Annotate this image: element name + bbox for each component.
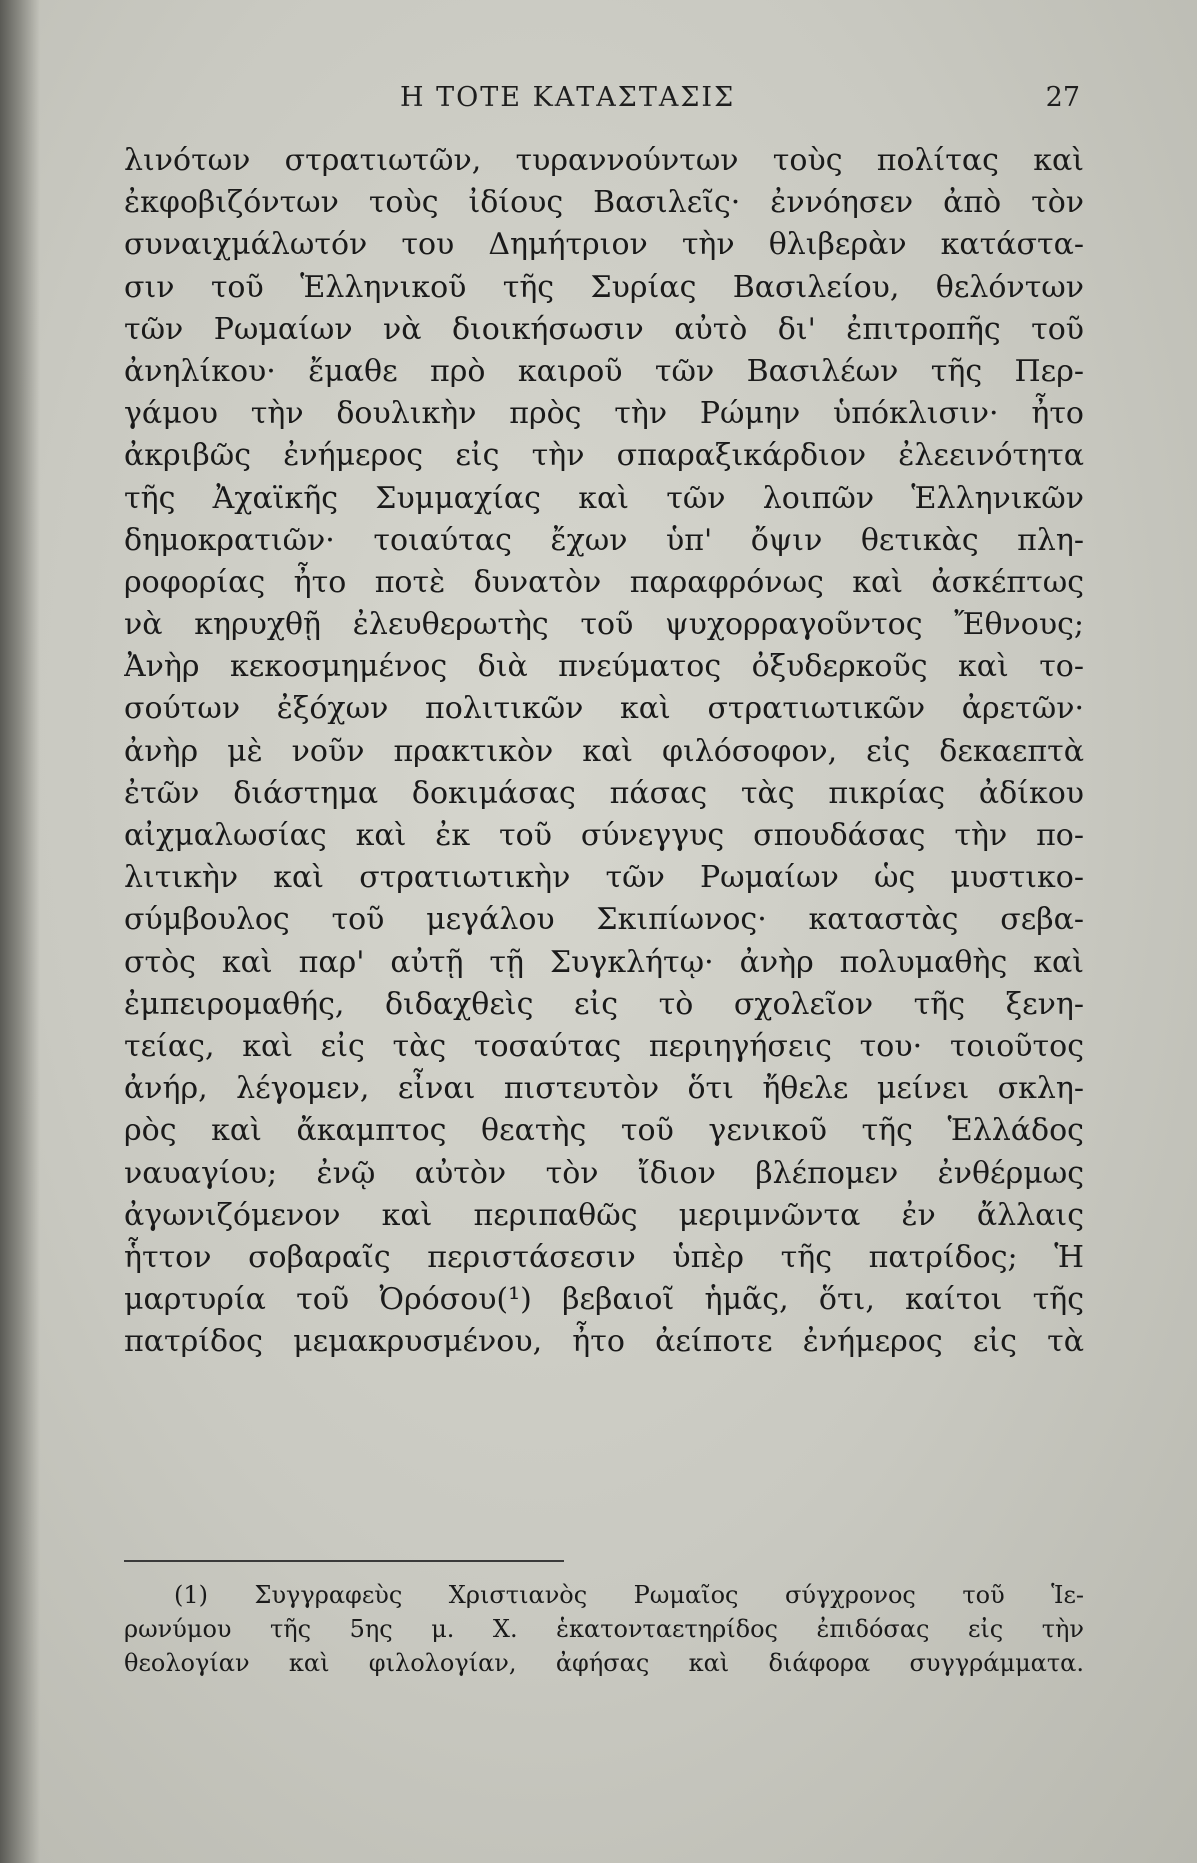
text-line: τῆς Ἀχαϊκῆς Συμμαχίας καὶ τῶν λοιπῶν Ἑλληνικῶν xyxy=(124,480,1084,516)
footnote-line: θεολογίαν καὶ φιλολογίαν, ἀφήσας καὶ διάφορα συγγράμματα. xyxy=(124,1649,1084,1677)
text-line: Ἀνὴρ κεκοσμημένος διὰ πνεύματος ὀξυδερκοῦς καὶ το- xyxy=(124,649,1084,685)
text-line: δημοκρατιῶν· τοιαύτας ἔχων ὑπ' ὄψιν θετικὰς πλη- xyxy=(124,522,1084,558)
text-line: πατρίδος μεμακρυσμένου, ἦτο ἀείποτε ἐνήμερος εἰς τὰ xyxy=(124,1324,1084,1360)
text-line: αἰχμαλωσίας καὶ ἐκ τοῦ σύνεγγυς σπουδάσας τὴν πο- xyxy=(124,818,1084,853)
text-line: ἐτῶν διάστημα δοκιμάσας πάσας τὰς πικρίας ἀδίκου xyxy=(124,775,1084,811)
text-line: ἀνηλίκου· ἔμαθε πρὸ καιροῦ τῶν Βασιλέων τῆς Περ- xyxy=(124,353,1084,389)
text-line: λινότων στρατιωτῶν, τυραννούντων τοὺς πολίτας καὶ xyxy=(124,143,1084,178)
running-head: Η ΤΟΤΕ ΚΑΤΑΣΤΑΣΙΣ xyxy=(400,82,736,113)
text-line: γάμου τὴν δουλικὴν πρὸς τὴν Ρώμην ὑπόκλισιν· ἦτο xyxy=(124,396,1084,432)
text-line: ρὸς καὶ ἄκαμπτος θεατὴς τοῦ γενικοῦ τῆς Ἑλλάδος xyxy=(124,1113,1084,1149)
text-line: σύμβουλος τοῦ μεγάλου Σκιπίωνος· καταστὰς σεβα- xyxy=(124,902,1084,938)
text-line: στὸς καὶ παρ' αὐτῇ τῇ Συγκλήτῳ· ἀνὴρ πολυμαθὴς καὶ xyxy=(124,944,1084,980)
text-line: ναυαγίου; ἐνῷ αὐτὸν τὸν ἴδιον βλέπομεν ἐνθέρμως xyxy=(124,1155,1084,1191)
binding-shadow xyxy=(0,0,40,1863)
text-line: τείας, καὶ εἰς τὰς τοσαύτας περιηγήσεις του· τοιοῦτος xyxy=(124,1028,1084,1064)
footnote-line: (1) Συγγραφεὺς Χριστιανὸς Ρωμαῖος σύγχρονος τοῦ Ἱε- xyxy=(174,1581,1084,1609)
text-line: λιτικὴν καὶ στρατιωτικὴν τῶν Ρωμαίων ὡς μυστικο- xyxy=(124,860,1084,896)
text-line: συναιχμάλωτόν του Δημήτριον τὴν θλιβερὰν κατάστα- xyxy=(124,227,1084,263)
text-line: ἀκριβῶς ἐνήμερος εἰς τὴν σπαραξικάρδιον ἐλεεινότητα xyxy=(124,438,1084,474)
footnote-line: ρωνύμου τῆς 5ης μ. Χ. ἑκατονταετηρίδος ἐπιδόσας εἰς τὴν xyxy=(124,1615,1084,1643)
page-header xyxy=(120,82,1080,126)
text-line: σιν τοῦ Ἑλληνικοῦ τῆς Συρίας Βασιλείου, θελόντων xyxy=(124,269,1084,305)
text-line: ἀγωνιζόμενον καὶ περιπαθῶς μεριμνῶντα ἐν ἄλλαις xyxy=(124,1197,1084,1233)
text-line: τῶν Ρωμαίων νὰ διοικήσωσιν αὐτὸ δι' ἐπιτροπῆς τοῦ xyxy=(124,311,1084,347)
text-line: μαρτυρία τοῦ Ὀρόσου(¹) βεβαιοῖ ἡμᾶς, ὅτι, καίτοι τῆς xyxy=(124,1282,1084,1318)
text-line: νὰ κηρυχθῇ ἐλευθερωτὴς τοῦ ψυχορραγοῦντος Ἔθνους; xyxy=(124,607,1084,643)
text-line: ἀνὴρ μὲ νοῦν πρακτικὸν καὶ φιλόσοφον, εἰς δεκαεπτὰ xyxy=(124,733,1084,769)
text-line: ἐκφοβιζόντων τοὺς ἰδίους Βασιλεῖς· ἐννόησεν ἀπὸ τὸν xyxy=(124,185,1084,221)
text-line: ἧττον σοβαραῖς περιστάσεσιν ὑπὲρ τῆς πατρίδος; Ἡ xyxy=(124,1239,1084,1275)
text-line: σούτων ἐξόχων πολιτικῶν καὶ στρατιωτικῶν ἀρετῶν· xyxy=(124,691,1084,727)
page-number: 27 xyxy=(1045,82,1080,113)
text-line: ἐμπειρομαθής, διδαχθεὶς εἰς τὸ σχολεῖον τῆς ξενη- xyxy=(124,986,1084,1022)
text-line: ροφορίας ἦτο ποτὲ δυνατὸν παραφρόνως καὶ ἀσκέπτως xyxy=(124,564,1084,600)
body-text xyxy=(124,140,1084,1363)
text-line: ἀνήρ, λέγομεν, εἶναι πιστευτὸν ὅτι ἤθελε μείνει σκλη- xyxy=(124,1071,1084,1107)
footnotes xyxy=(124,1578,1084,1680)
footnote-divider xyxy=(124,1560,564,1562)
